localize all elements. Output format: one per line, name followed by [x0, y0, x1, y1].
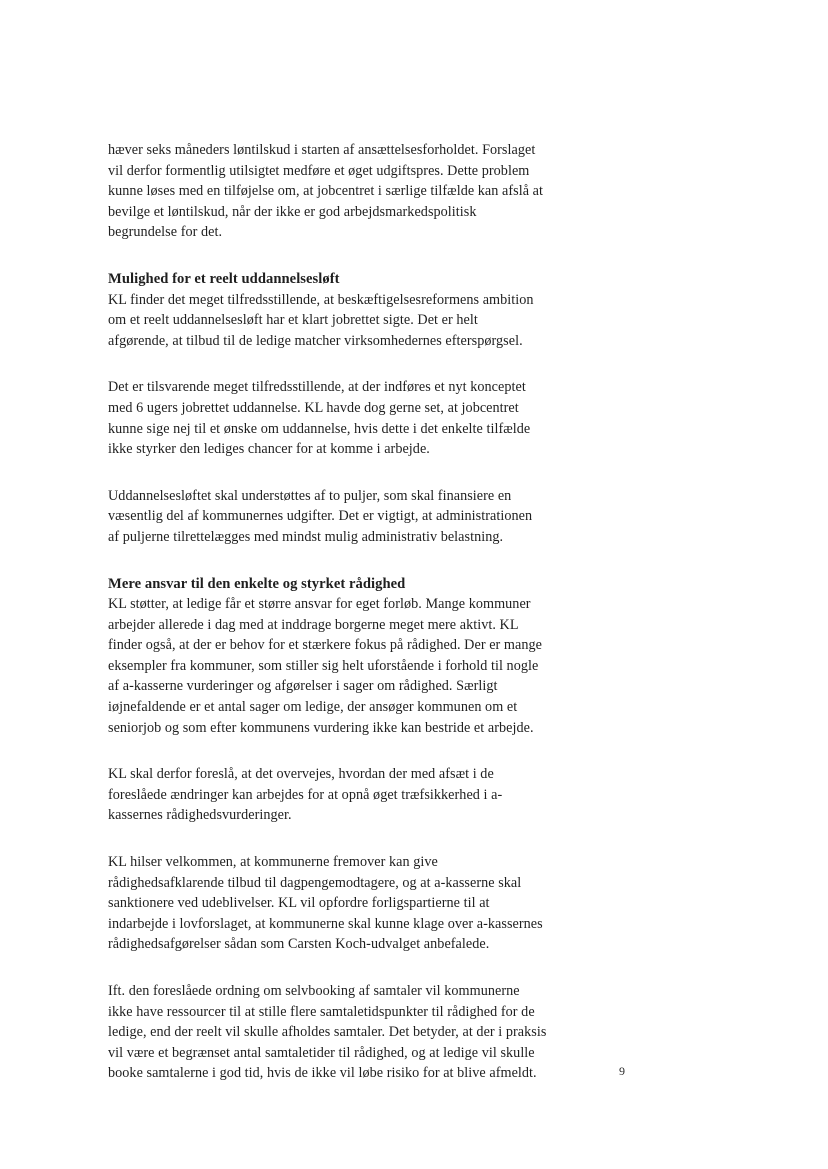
paragraph-s2-2: [108, 764, 600, 826]
section-uddannelsesloeft: [108, 269, 600, 548]
text-line: af puljerne tilrettelægges med mindst mulig administrativ belastning.: [108, 528, 504, 545]
text-line: booke samtalerne i god tid, hvis de ikke vil løbe risiko for at blive afmeldt.: [108, 1065, 537, 1082]
text-line: seniorjob og som efter kommunens vurdering ikke kan bestride et arbejde.: [108, 719, 534, 736]
text-line: vil være et begrænset antal samtaletider til rådighed, og at ledige vil skulle: [108, 1044, 535, 1061]
text-line: KL hilser velkommen, at kommunerne fremover kan give: [108, 854, 438, 871]
paragraph-intro: [108, 140, 600, 243]
text-line: Det er tilsvarende meget tilfredsstillende, at der indføres et nyt konceptet: [108, 379, 526, 396]
text-line: rådighedsafklarende tilbud til dagpengemodtagere, og at a-kasserne skal: [108, 874, 522, 891]
paragraph-s1-3: [108, 486, 600, 548]
text-line: Ift. den foreslåede ordning om selvbooking af samtaler vil kommunerne: [108, 983, 520, 999]
text-line: hæver seks måneders løntilskud i starten af ansættelsesforholdet. Forslaget: [108, 142, 536, 158]
text-line: ikke styrker den lediges chancer for at komme i arbejde.: [108, 441, 430, 458]
paragraph-s2-3: [108, 852, 600, 955]
text-line: foreslåede ændringer kan arbejdes for at opnå øget træfsikkerhed i a-: [108, 786, 503, 803]
section-heading: Mere ansvar til den enkelte og styrket rådighed: [108, 575, 406, 592]
text-line: finder også, at der er behov for et stærkere fokus på rådighed. Der er mange: [108, 637, 542, 654]
text-line: vil derfor formentlig utilsigtet medføre et øget udgiftspres. Dette problem: [108, 162, 530, 179]
paragraph-s1-1: [108, 269, 600, 351]
text-line: kunne løses med en tilføjelse om, at jobcentret i særlige tilfælde kan afslå at: [108, 183, 543, 200]
section-ansvar-raadighed: [108, 574, 600, 1084]
text-line: væsentlig del af kommunernes udgifter. Det er vigtigt, at administrationen: [108, 508, 533, 525]
text-line: KL finder det meget tilfredsstillende, at beskæftigelsesreformens ambition: [108, 291, 534, 308]
paragraph-s1-2: [108, 377, 600, 459]
text-line: arbejder allerede i dag med at inddrage borgerne meget mere aktivt. KL: [108, 616, 519, 633]
page-number: 9: [619, 1064, 625, 1078]
text-line: iøjnefaldende er et antal sager om ledige, der ansøger kommunen om et: [108, 699, 518, 716]
text-line: afgørende, at tilbud til de ledige matcher virksomhedernes efterspørgsel.: [108, 332, 523, 349]
text-line: ikke have ressourcer til at stille flere samtaletidspunkter til rådighed for de: [108, 1003, 535, 1020]
document-body: [108, 140, 600, 1110]
text-line: KL skal derfor foreslå, at det overvejes, hvordan der med afsæt i de: [108, 766, 494, 783]
text-line: ledige, end der reelt vil skulle afholdes samtaler. Det betyder, at der i praksis: [108, 1024, 547, 1041]
text-line: KL støtter, at ledige får et større ansvar for eget forløb. Mange kommuner: [108, 596, 531, 613]
text-line: kunne sige nej til et ønske om uddannelse, hvis dette i det enkelte tilfælde: [108, 420, 531, 437]
text-line: eksempler fra kommuner, som stiller sig helt uforstående i forhold til nogle: [108, 657, 539, 674]
text-line: bevilge et løntilskud, når der ikke er god arbejdsmarkedspolitisk: [108, 203, 477, 220]
text-line: om et reelt uddannelsesløft har et klart jobrettet sigte. Det er helt: [108, 312, 478, 329]
paragraph-s2-4: [108, 981, 600, 1084]
text-line: sanktionere ved udeblivelser. KL vil opfordre forligspartierne til at: [108, 895, 490, 912]
text-line: Uddannelsesløftet skal understøttes af to puljer, som skal finansiere en: [108, 487, 512, 504]
paragraph-s2-1: [108, 574, 600, 739]
text-line: med 6 ugers jobrettet uddannelse. KL havde dog gerne set, at jobcentret: [108, 399, 519, 416]
section-heading: Mulighed for et reelt uddannelsesløft: [108, 270, 340, 287]
text-line: begrundelse for det.: [108, 224, 223, 241]
text-line: af a-kasserne vurderinger og afgørelser i sager om rådighed. Særligt: [108, 678, 498, 695]
text-line: kassernes rådighedsvurderinger.: [108, 807, 292, 824]
text-line: indarbejde i lovforslaget, at kommunerne skal kunne klage over a-kassernes: [108, 915, 543, 932]
text-line: rådighedsafgørelser sådan som Carsten Koch-udvalget anbefalede.: [108, 936, 490, 953]
